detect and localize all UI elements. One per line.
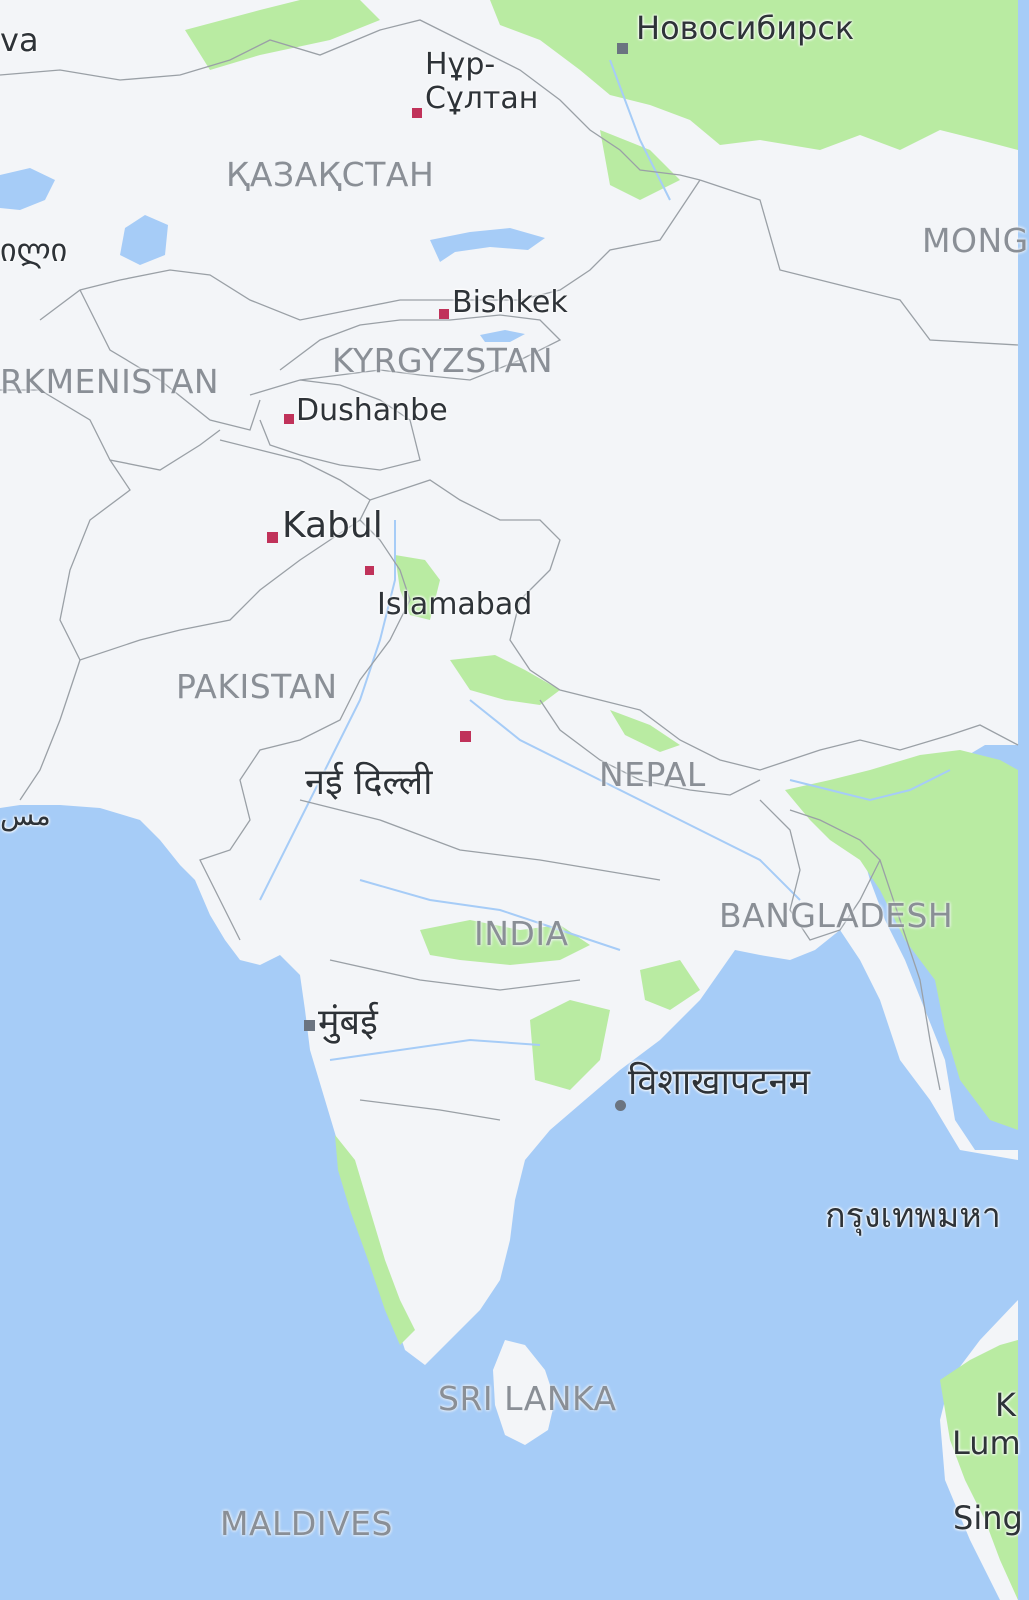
capital-marker-dushanbe[interactable] xyxy=(284,414,294,424)
capital-marker-kabul[interactable] xyxy=(267,532,278,543)
city-label-bangkok[interactable]: กรุงเทพมหา xyxy=(825,1196,1001,1236)
capital-marker-islamabad[interactable] xyxy=(365,566,374,575)
city-label-kuala-lumpur-line1[interactable]: K xyxy=(995,1386,1016,1424)
country-label-bangladesh: BANGLADESH xyxy=(719,896,954,935)
country-label-mongolia: MONG xyxy=(922,221,1029,260)
partial-label-top-left: va xyxy=(0,21,39,59)
city-marker-mumbai[interactable] xyxy=(304,1020,315,1031)
country-label-sri-lanka: SRI LANKA xyxy=(438,1379,617,1418)
city-label-kuala-lumpur-line2[interactable]: Lum xyxy=(952,1424,1021,1462)
country-label-turkmenistan: RKMENISTAN xyxy=(0,362,220,401)
city-label-nur-sultan-line1[interactable]: Нұр- xyxy=(425,47,496,82)
partial-label-persian: مس xyxy=(0,799,51,832)
city-label-nur-sultan-line2[interactable]: Сұлтан xyxy=(425,81,539,116)
city-label-visakhapatnam[interactable]: विशाखापटनम xyxy=(628,1062,811,1103)
city-label-islamabad[interactable]: Islamabad xyxy=(377,587,533,622)
country-label-maldives: MALDIVES xyxy=(220,1504,393,1543)
city-label-dushanbe[interactable]: Dushanbe xyxy=(296,393,448,428)
city-label-bishkek[interactable]: Bishkek xyxy=(452,285,568,320)
city-marker-novosibirsk[interactable] xyxy=(617,43,628,54)
country-label-india: INDIA xyxy=(474,914,569,953)
country-label-pakistan: PAKISTAN xyxy=(176,667,338,706)
city-label-kabul[interactable]: Kabul xyxy=(282,505,383,546)
country-label-nepal: NEPAL xyxy=(599,755,706,794)
capital-marker-new-delhi[interactable] xyxy=(460,731,471,742)
country-label-kazakhstan: ҚАЗАҚСТАН xyxy=(226,155,435,194)
city-marker-visakhapatnam[interactable] xyxy=(615,1100,626,1111)
capital-marker-nur-sultan[interactable] xyxy=(412,108,422,118)
country-label-kyrgyzstan: KYRGYZSTAN xyxy=(332,341,554,380)
city-label-new-delhi[interactable]: नई दिल्ली xyxy=(305,762,433,803)
city-label-novosibirsk[interactable]: Новосибирск xyxy=(636,9,855,47)
partial-label-georgian: ილი xyxy=(0,231,68,269)
city-label-mumbai[interactable]: मुंबई xyxy=(318,1002,378,1043)
capital-marker-bishkek[interactable] xyxy=(439,309,449,319)
city-label-singapore[interactable]: Sing xyxy=(953,1499,1023,1537)
